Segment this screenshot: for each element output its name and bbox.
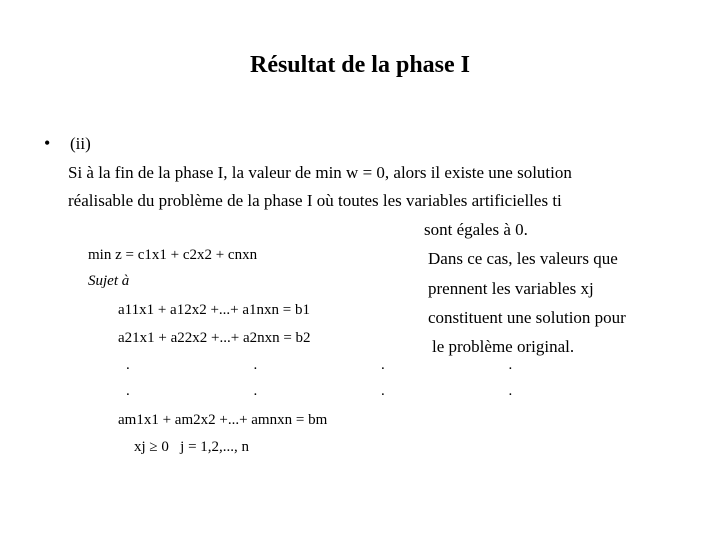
paragraph-line-5: prennent les variables xj xyxy=(428,279,594,298)
constraint-row-2: a21x1 + a22x2 +...+ a2nxn = b2 xyxy=(118,330,311,346)
paragraph-line-1-text: Si à la fin de la phase I, la valeur de min w = 0, alors il existe une solution xyxy=(68,163,572,182)
slide-title: Résultat de la phase I xyxy=(249,52,471,78)
ellipsis-row-1: . . . . xyxy=(126,357,573,373)
paragraph-line-2-text: réalisable du problème de la phase I où toutes les variables artificielles ti xyxy=(68,191,562,210)
constraint-row-m: am1x1 + am2x2 +...+ amnxn = bm xyxy=(118,412,328,428)
paragraph-line-7: le problème original. xyxy=(432,337,575,356)
paragraph-line-1 xyxy=(68,164,572,181)
ellipsis-row-2: . . . . xyxy=(126,383,573,399)
paragraph-line-3: sont égales à 0. xyxy=(424,220,528,239)
paragraph-line-4: Dans ce cas, les valeurs que xyxy=(428,249,618,268)
subject-to-label: Sujet à xyxy=(88,273,130,289)
constraint-row-1: a11x1 + a12x2 +...+ a1nxn = b1 xyxy=(118,302,311,318)
nonnegativity-constraint: xj ≥ 0 j = 1,2,..., n xyxy=(134,439,250,455)
paragraph-line-2 xyxy=(68,192,562,209)
objective-function: min z = c1x1 + c2x2 + cnxn xyxy=(88,247,258,263)
bullet-icon: • xyxy=(44,133,51,153)
paragraph-line-6: constituent une solution pour xyxy=(428,308,626,327)
item-label: (ii) xyxy=(70,134,91,153)
